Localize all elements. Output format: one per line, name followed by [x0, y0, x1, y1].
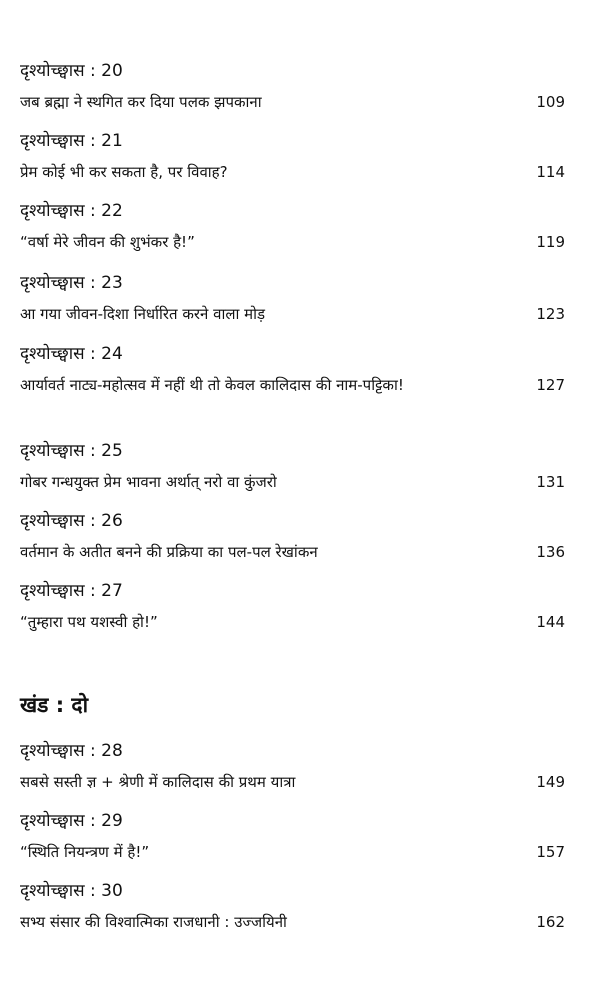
entry-heading: दृश्योच्छ्वास : 28	[20, 741, 123, 761]
entry-page-number: 127	[536, 376, 565, 394]
entry-row	[20, 768, 565, 796]
entry-page-number: 119	[536, 233, 565, 251]
entry-row	[20, 371, 565, 399]
entry-row	[20, 838, 565, 866]
entry-heading: दृश्योच्छ्वास : 24	[20, 344, 123, 364]
toc-entry-20	[20, 60, 565, 116]
toc-entry-29	[20, 810, 565, 866]
section-heading: खंड : दो	[20, 693, 89, 717]
toc-entry-27	[20, 580, 565, 636]
entry-row	[20, 468, 565, 496]
entry-title: “तुम्हारा पथ यशस्वी हो!”	[20, 613, 158, 631]
entry-heading: दृश्योच्छ्वास : 23	[20, 273, 123, 293]
entry-heading: दृश्योच्छ्वास : 21	[20, 131, 123, 151]
entry-heading: दृश्योच्छ्वास : 25	[20, 441, 123, 461]
entry-heading: दृश्योच्छ्वास : 27	[20, 581, 123, 601]
toc-entry-25	[20, 440, 565, 496]
toc-entry-28	[20, 740, 565, 796]
entry-title: आर्यावर्त नाट्य-महोत्सव में नहीं थी तो केवल कालिदास की नाम-पट्टिका!	[20, 376, 404, 394]
entry-page-number: 144	[536, 613, 565, 631]
entry-heading: दृश्योच्छ्वास : 30	[20, 881, 123, 901]
entry-row	[20, 88, 565, 116]
toc-entry-21	[20, 130, 565, 186]
entry-title: गोबर गन्धयुक्त प्रेम भावना अर्थात् नरो वा कुंजरो	[20, 473, 277, 491]
entry-page-number: 131	[536, 473, 565, 491]
entry-title: सबसे सस्ती ज्ञ + श्रेणी में कालिदास की प्रथम यात्रा	[20, 773, 296, 791]
toc-entry-23	[20, 272, 565, 328]
entry-title: जब ब्रह्मा ने स्थगित कर दिया पलक झपकाना	[20, 93, 262, 111]
entry-page-number: 136	[536, 543, 565, 561]
entry-page-number: 109	[536, 93, 565, 111]
entry-row	[20, 538, 565, 566]
entry-page-number: 157	[536, 843, 565, 861]
entry-title: आ गया जीवन-दिशा निर्धारित करने वाला मोड़	[20, 305, 266, 323]
entry-page-number: 114	[536, 163, 565, 181]
entry-title: प्रेम कोई भी कर सकता है, पर विवाह?	[20, 163, 228, 181]
toc-entry-30	[20, 880, 565, 936]
entry-title: “स्थिति नियन्त्रण में है!”	[20, 843, 150, 861]
entry-heading: दृश्योच्छ्वास : 29	[20, 811, 123, 831]
entry-row	[20, 608, 565, 636]
entry-title: वर्तमान के अतीत बनने की प्रक्रिया का पल-पल रेखांकन	[20, 543, 318, 561]
entry-row	[20, 908, 565, 936]
entry-page-number: 162	[536, 913, 565, 931]
toc-entry-22	[20, 200, 565, 256]
entry-heading: दृश्योच्छ्वास : 26	[20, 511, 123, 531]
entry-row	[20, 300, 565, 328]
entry-page-number: 149	[536, 773, 565, 791]
entry-row	[20, 158, 565, 186]
entry-page-number: 123	[536, 305, 565, 323]
entry-title: “वर्षा मेरे जीवन की शुभंकर है!”	[20, 233, 195, 251]
entry-heading: दृश्योच्छ्वास : 22	[20, 201, 123, 221]
entry-title: सभ्य संसार की विश्वात्मिका राजधानी : उज्जयिनी	[20, 913, 287, 931]
toc-entry-24	[20, 343, 565, 399]
entry-row	[20, 228, 565, 256]
entry-heading: दृश्योच्छ्वास : 20	[20, 61, 123, 81]
toc-entry-26	[20, 510, 565, 566]
